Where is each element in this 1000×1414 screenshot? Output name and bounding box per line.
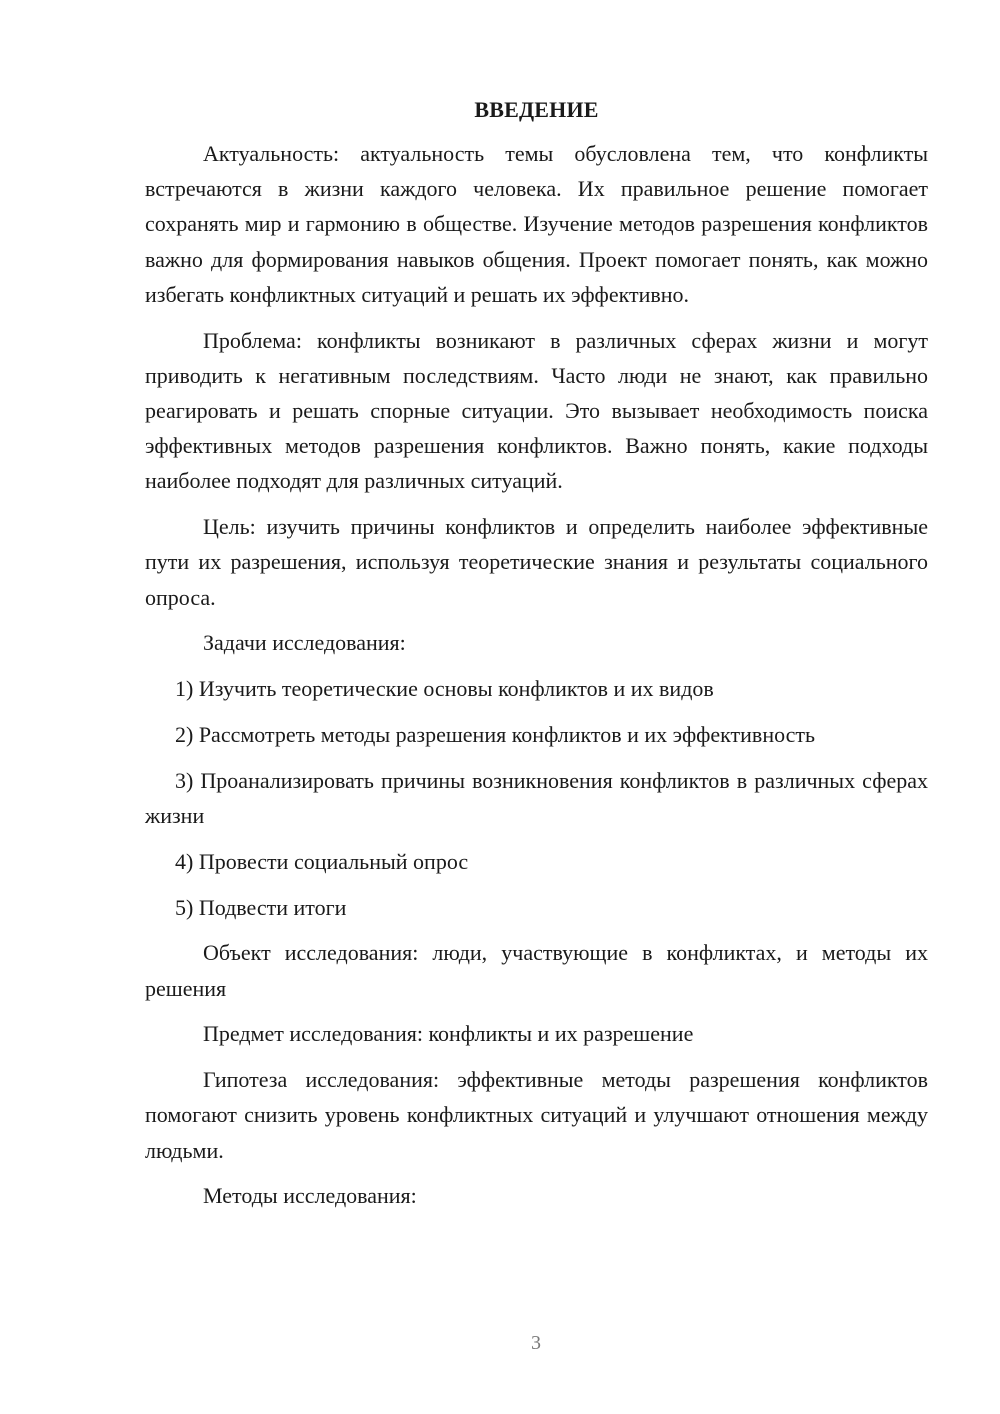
- task-item: 1) Изучить теоретические основы конфликтов и их видов: [175, 676, 714, 702]
- task-item: 2) Рассмотреть методы разрешения конфликтов и их эффективность: [175, 722, 816, 748]
- paragraph-object: Объект исследования: люди, участвующие в конфликтах, и методы их решения: [145, 940, 928, 1001]
- paragraph-methods: Методы исследования:: [203, 1183, 417, 1209]
- paragraph-hypothesis: Гипотеза исследования: эффективные методы разрешения конфликтов помогают снизить уровень конфликтных ситуаций и улучшают отношения между людьми.: [145, 1067, 928, 1163]
- paragraph-subject: Предмет исследования: конфликты и их разрешение: [203, 1021, 694, 1047]
- page-title: ВВЕДЕНИЕ: [474, 97, 599, 122]
- paragraph-problem: Проблема: конфликты возникают в различных сферах жизни и могут приводить к негативным последствиям. Часто люди не знают, как правильно реагировать и решать спорные ситуации. Это вызывает необходимость поиска эффективных методов разрешения конфликтов. Важно понять, какие подходы наиболее подходят для различных ситуаций.: [145, 327, 928, 494]
- paragraph-relevance: Актуальность: актуальность темы обусловлена тем, что конфликты встречаются в жизни каждого человека. Их правильное решение помогает сохранять мир и гармонию в обществе. Изучение методов разрешения конфликтов важно для формирования навыков общения. Проект помогает понять, как можно избегать конфликтных ситуаций и решать их эффективно.: [145, 141, 928, 307]
- paragraph-goal: Цель: изучить причины конфликтов и определить наиболее эффективные пути их разрешения, используя теоретические знания и результаты социального опроса.: [145, 514, 928, 610]
- page-number: 3: [531, 1332, 541, 1354]
- task-item: 3) Проанализировать причины возникновения конфликтов в различных сферах жизни: [145, 767, 928, 829]
- task-item: 5) Подвести итоги: [175, 894, 347, 920]
- document-page: [145, 92, 928, 1224]
- tasks-heading: Задачи исследования:: [203, 630, 406, 656]
- task-item: 4) Провести социальный опрос: [175, 848, 469, 874]
